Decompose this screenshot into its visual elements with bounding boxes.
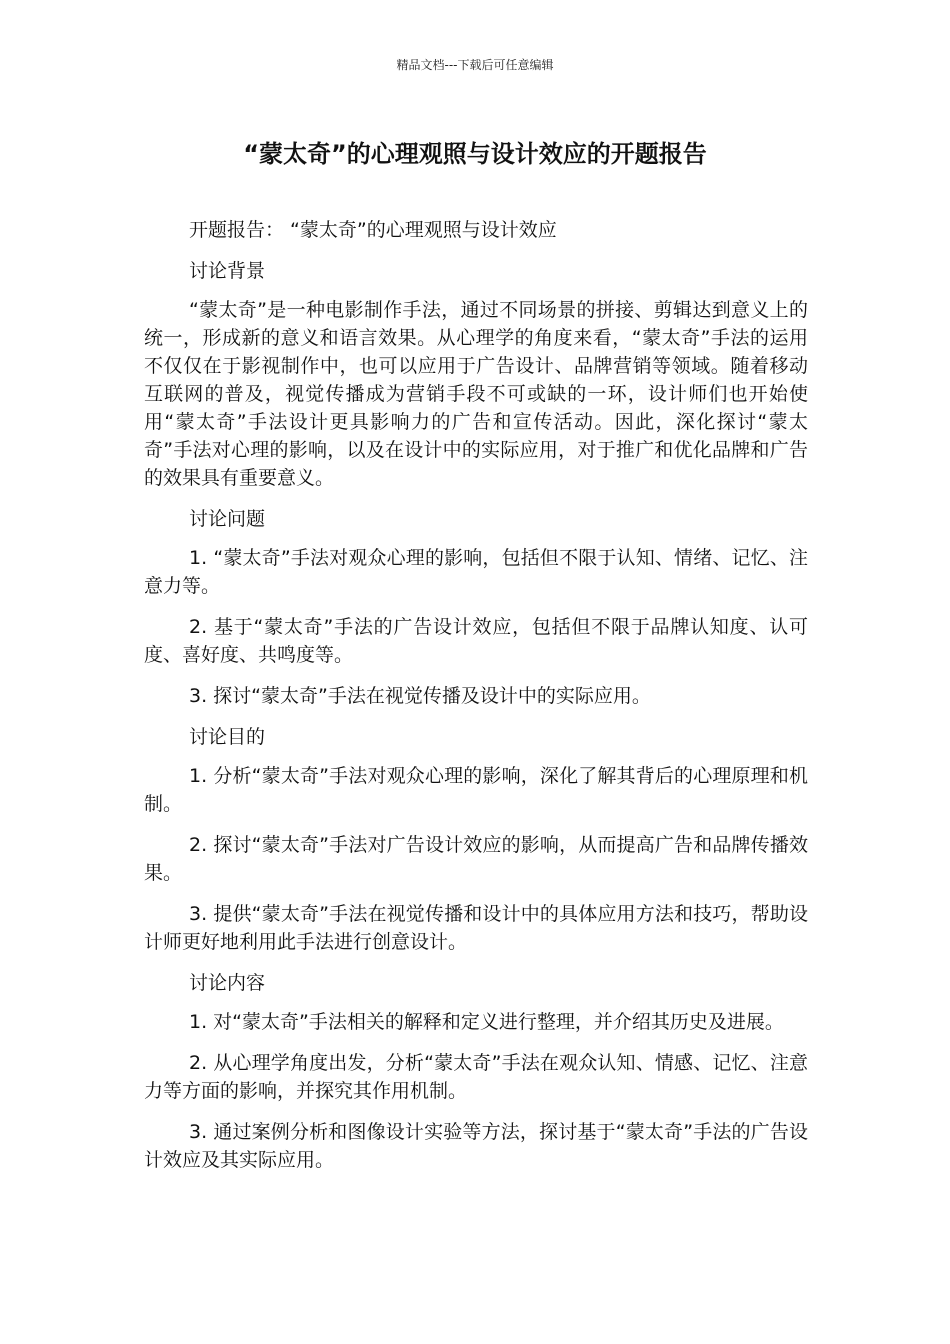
proposal-subject-line: 开题报告： “蒙太奇”的心理观照与设计效应	[189, 219, 557, 241]
section-heading-questions: 讨论问题	[189, 508, 266, 530]
objective-item-1: 1. 分析“蒙太奇”手法对观众心理的影响，深化了解其背后的心理原理和机制。	[144, 765, 808, 815]
document-title: “蒙太奇”的心理观照与设计效应的开题报告	[243, 140, 707, 168]
background-paragraph: “蒙太奇”是一种电影制作手法，通过不同场景的拼接、剪辑达到意义上的统一，形成新的意义和语言效果。从心理学的角度来看，“蒙太奇”手法的运用不仅仅在于影视制作中，也可以应用于广告设计、品牌营销等领域。随着移动互联网的普及，视觉传播成为营销手段不可或缺的一环，设计师们也开始使用“蒙太奇”手法设计更具影响力的广告和宣传活动。因此，深化探讨“蒙太奇”手法对心理的影响，以及在设计中的实际应用，对于推广和优化品牌和广告的效果具有重要意义。	[144, 299, 808, 489]
section-heading-background: 讨论背景	[189, 260, 266, 282]
document-body	[144, 216, 808, 1187]
objective-item-3: 3. 提供“蒙太奇”手法在视觉传播和设计中的具体应用方法和技巧，帮助设计师更好地利用此手法进行创意设计。	[144, 903, 808, 953]
content-item-1: 1. 对“蒙太奇”手法相关的解释和定义进行整理，并介绍其历史及进展。	[189, 1011, 784, 1033]
question-item-3: 3. 探讨“蒙太奇”手法在视觉传播及设计中的实际应用。	[189, 685, 651, 707]
content-item-2: 2. 从心理学角度出发，分析“蒙太奇”手法在观众认知、情感、记忆、注意力等方面的影响，并探究其作用机制。	[144, 1052, 808, 1102]
section-heading-objectives: 讨论目的	[189, 726, 266, 748]
section-heading-content: 讨论内容	[189, 972, 266, 994]
objective-item-2: 2. 探讨“蒙太奇”手法对广告设计效应的影响，从而提高广告和品牌传播效果。	[144, 834, 808, 884]
question-item-2: 2. 基于“蒙太奇”手法的广告设计效应，包括但不限于品牌认知度、认可度、喜好度、共鸣度等。	[144, 616, 808, 666]
page-header: 精品文档---下载后可任意编辑	[396, 58, 554, 72]
question-item-1: 1. “蒙太奇”手法对观众心理的影响，包括但不限于认知、情绪、记忆、注意力等。	[144, 547, 808, 597]
content-item-3: 3. 通过案例分析和图像设计实验等方法，探讨基于“蒙太奇”手法的广告设计效应及其实际应用。	[144, 1121, 808, 1171]
